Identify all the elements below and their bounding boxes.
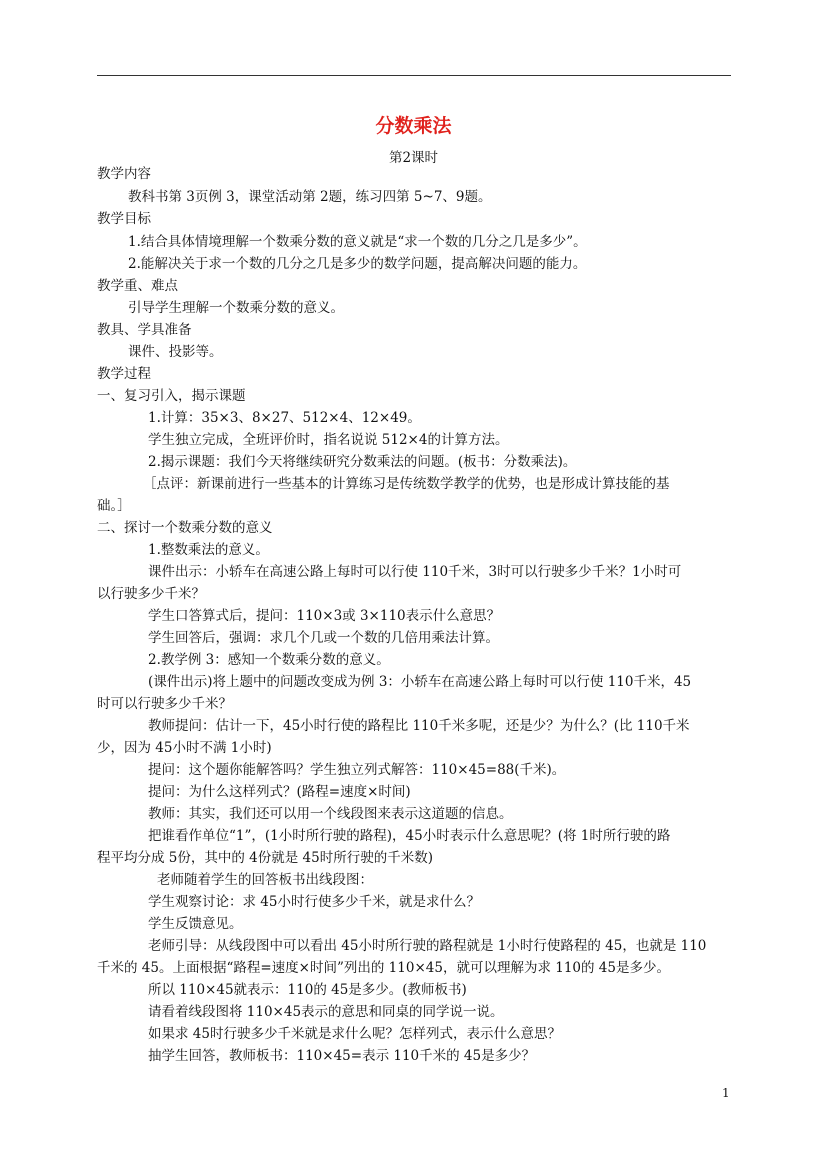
subsection-heading: 一、复习引入，揭示课题 [97,388,246,404]
body-line: 2.能解决关于求一个数的几分之几是多少的数学问题，提高解决问题的能力。 [128,256,587,272]
body-line: 学生反馈意见。 [148,916,243,932]
body-line: (课件出示)将上题中的问题改变成为例 3：小轿车在高速公路上每时可以行使 110千米，45 [148,674,692,690]
body-line: 千米的 45。上面根据“路程=速度×时间”列出的 110×45，就可以理解为求 110的 45是多少。 [97,960,670,976]
body-line: 以行驶多少千米？ [97,586,205,602]
body-line: 老师随着学生的回答板书出线段图： [157,872,373,888]
section-heading: 教学内容 [97,166,151,182]
body-line: 引导学生理解一个数乘分数的意义。 [128,300,344,316]
comment-line: 础。］ [97,498,131,514]
body-line: 教科书第 3页例 3，课堂活动第 2题，练习四第 5~7、9题。 [128,189,492,205]
body-line: 2.教学例 3：感知一个数乘分数的意义。 [148,652,390,668]
body-line: 少，因为 45小时不满 1小时) [97,740,272,756]
subsection-heading: 二、探讨一个数乘分数的意义 [97,520,273,536]
body-line: 程平均分成 5份，其中的 4份就是 45时所行驶的千米数) [97,850,433,866]
body-line: 1.结合具体情境理解一个数乘分数的意义就是“求一个数的几分之几是多少”。 [128,234,587,250]
lesson-subtitle: 第2课时 [388,150,439,166]
body-line: 课件出示：小轿车在高速公路上每时可以行使 110千米，3时可以行驶多少千米？1小时可 [148,564,682,580]
body-line: 如果求 45时行驶多少千米就是求什么呢？怎样列式，表示什么意思？ [148,1026,561,1042]
body-line: 时可以行驶多少千米？ [97,696,232,712]
section-heading: 教具、学具准备 [97,322,192,338]
body-line: 学生观察讨论：求 45小时行使多少千米，就是求什么？ [148,894,480,910]
body-line: 1.整数乘法的意义。 [148,542,269,558]
body-line: 抽学生回答，教师板书：110×45=表示 110千米的 45是多少？ [148,1048,536,1064]
section-heading: 教学目标 [97,211,151,227]
body-line: 教师：其实，我们还可以用一个线段图来表示这道题的信息。 [148,806,513,822]
document-title: 分数乘法 [375,115,452,137]
comment-line: ［点评：新课前进行一些基本的计算练习是传统数学教学的优势，也是形成计算技能的基 [143,476,670,492]
body-line: 把谁看作单位“1”，(1小时所行驶的路程)，45小时表示什么意思呢？(将 1时所行驶的路 [148,828,671,844]
body-line: 学生回答后，强调：求几个几或一个数的几倍用乘法计算。 [148,630,499,646]
body-line: 教师提问：估计一下，45小时行使的路程比 110千米多呢，还是少？为什么？(比 110千米 [148,718,690,734]
body-line: 课件、投影等。 [128,344,223,360]
body-line: 请看着线段图将 110×45表示的意思和同桌的同学说一说。 [148,1004,504,1020]
section-heading: 教学过程 [97,366,151,382]
body-line: 1.计算：35×3、8×27、512×4、12×49。 [148,410,421,426]
body-line: 学生独立完成，全班评价时，指名说说 512×4的计算方法。 [148,432,509,448]
body-line: 提问：为什么这样列式？(路程=速度×时间) [148,784,411,800]
body-line: 2.揭示课题：我们今天将继续研究分数乘法的问题。(板书：分数乘法)。 [148,454,577,470]
body-line: 老师引导：从线段图中可以看出 45小时所行驶的路程就是 1小时行使路程的 45，也就是 110 [148,938,707,954]
page-number: 1 [722,1086,730,1100]
body-line: 学生口答算式后，提问：110×3或 3×110表示什么意思？ [148,608,501,624]
body-line: 所以 110×45就表示：110的 45是多少。(教师板书) [148,982,467,998]
body-line: 提问：这个题你能解答吗？学生独立列式解答：110×45=88(千米)。 [148,762,566,778]
section-heading: 教学重、难点 [97,278,178,294]
